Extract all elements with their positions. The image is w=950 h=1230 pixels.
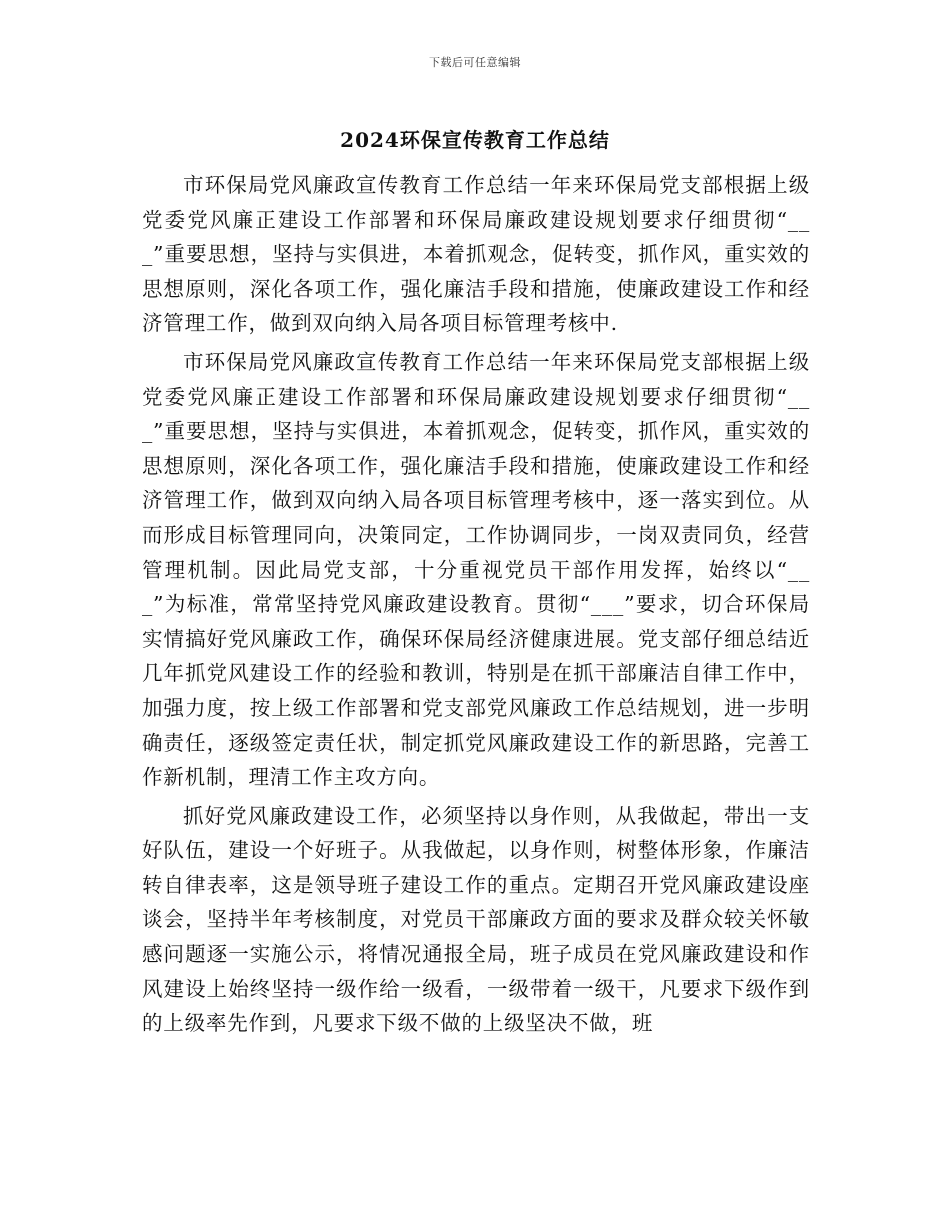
paragraph-3: 抓好党风廉政建设工作，必须坚持以身作则，从我做起，带出一支好队伍，建设一个好班子。从我做起，以身作则，树整体形象，作廉洁转自律表率，这是领导班子建设工作的重点。定期召开党风廉政建设座谈会，坚持半年考核制度，对党员干部廉政方面的要求及群众较关怀敏感问题逐一实施公示，将情况通报全局，班子成员在党风廉政建设和作风建设上始终坚持一级作给一级看，一级带着一级干，凡要求下级作到的上级率先作到，凡要求下级不做的上级坚决不做，班 [142, 803, 810, 1036]
document-title: 2024环保宣传教育工作总结 [340, 128, 610, 152]
paragraph-1: 市环保局党风廉政宣传教育工作总结一年来环保局党支部根据上级党委党风廉正建设工作部署和环保局廉政建设规划要求仔细贯彻“___”重要思想，坚持与实俱进，本着抓观念，促转变，抓作风，重实效的思想原则，深化各项工作，强化廉洁手段和措施，使廉政建设工作和经济管理工作，做到双向纳入局各项目标管理考核中. [142, 173, 810, 336]
document-body [142, 168, 810, 1045]
header-note: 下载后可任意编辑 [429, 56, 521, 69]
paragraph-2: 市环保局党风廉政宣传教育工作总结一年来环保局党支部根据上级党委党风廉正建设工作部署和环保局廉政建设规划要求仔细贯彻“___”重要思想，坚持与实俱进，本着抓观念，促转变，抓作风，重实效的思想原则，深化各项工作，强化廉洁手段和措施，使廉政建设工作和经济管理工作，做到双向纳入局各项目标管理考核中，逐一落实到位。从而形成目标管理同向，决策同定，工作协调同步，一岗双责同负，经营管理机制。因此局党支部，十分重视党员干部作用发挥，始终以“___”为标准，常常坚持党风廉政建设教育。贯彻“___”要求，切合环保局实情搞好党风廉政工作，确保环保局经济健康进展。党支部仔细总结近几年抓党风建设工作的经验和教训，特别是在抓干部廉洁自律工作中，加强力度，按上级工作部署和党支部党风廉政工作总结规划，进一步明确责任，逐级签定责任状，制定抓党风廉政建设工作的新思路，完善工作新机制，理清工作主攻方向。 [142, 349, 810, 790]
